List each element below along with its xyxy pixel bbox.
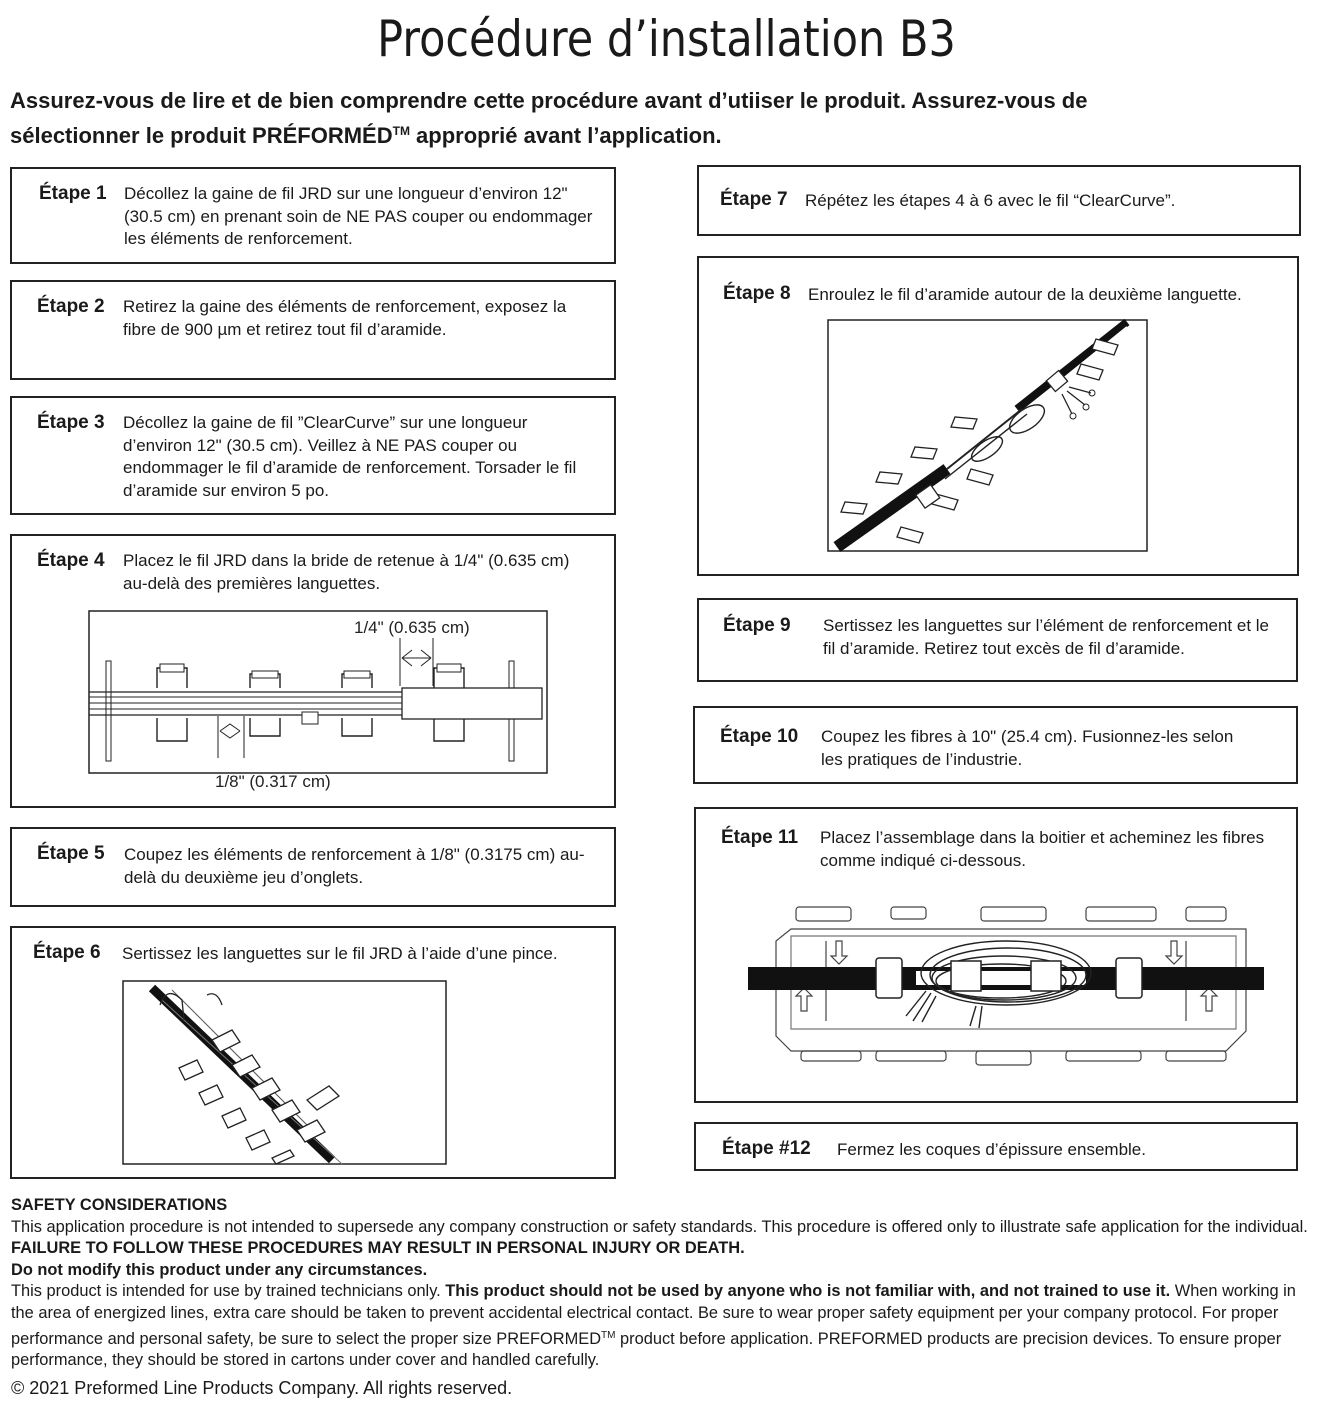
step-9-box xyxy=(697,598,1298,682)
step-11-enclosure-routing-diagram xyxy=(746,901,1266,1071)
step-10-box xyxy=(693,706,1298,784)
step-9-text: Sertissez les languettes sur l’élément de renforcement et le fil d’aramide. Retirez tout excès de fil d’aramide. xyxy=(823,616,1270,658)
step-8-aramid-wrap-illustration xyxy=(827,319,1149,552)
intro-line-1: Assurez-vous de lire et de bien comprendre cette procédure avant d’utiiser le produit. Assurez-vous de xyxy=(10,88,1088,113)
step-2-box xyxy=(10,280,616,380)
step-3-box xyxy=(10,396,616,515)
step-3-label: Étape 3 xyxy=(37,412,105,433)
step-5-text: Coupez les éléments de renforcement à 1/8" (0.3175 cm) au-delà du deuxième jeu d’onglets. xyxy=(124,845,585,887)
step-6-box xyxy=(10,926,616,1179)
step-6-text: Sertissez les languettes sur le fil JRD à l’aide d’une pince. xyxy=(122,944,558,963)
dim-label-quarter-inch: 1/4" (0.635 cm) xyxy=(354,618,470,637)
step-11-box xyxy=(694,807,1298,1103)
step-6-label: Étape 6 xyxy=(33,942,101,963)
step-8-text: Enroulez le fil d’aramide autour de la deuxième languette. xyxy=(808,285,1242,304)
step-10-text: Coupez les fibres à 10" (25.4 cm). Fusionnez-les selon les pratiques de l’industrie. xyxy=(821,727,1234,769)
step-12-text: Fermez les coques d’épissure ensemble. xyxy=(837,1140,1146,1159)
intro-warning xyxy=(10,86,1310,151)
step-7-label: Étape 7 xyxy=(720,189,788,210)
step-1-label: Étape 1 xyxy=(39,183,107,204)
step-11-text: Placez l’assemblage dans la boitier et acheminez les fibres comme indiqué ci-dessous. xyxy=(820,828,1265,870)
step-3-text: Décollez la gaine de fil ”ClearCurve” sur une longueur d’environ 12" (30.5 cm). Veillez à NE PAS couper ou endommager le fil d’aramide de renforcement. Torsader le fil d’aramide sur environ 5 po. xyxy=(123,413,577,500)
step-10-label: Étape 10 xyxy=(720,726,799,747)
step-5-label: Étape 5 xyxy=(37,843,105,864)
step-12-box xyxy=(694,1122,1298,1171)
step-4-label: Étape 4 xyxy=(37,550,105,571)
step-1-text: Décollez la gaine de fil JRD sur une longueur d’environ 12" (30.5 cm) en prenant soin de NE PAS couper ou endommager les éléments de renforcement. xyxy=(124,184,593,248)
intro-line-2: sélectionner le produit PRÉFORMÉD™ approprié avant l’application. xyxy=(10,123,722,148)
step-8-label: Étape 8 xyxy=(723,283,791,304)
step-12-label: Étape #12 xyxy=(722,1138,811,1159)
step-2-label: Étape 2 xyxy=(37,296,105,317)
safety-heading: SAFETY CONSIDERATIONS xyxy=(11,1196,228,1214)
copyright-notice: © 2021 Preformed Line Products Company. All rights reserved. xyxy=(11,1378,513,1398)
step-11-label: Étape 11 xyxy=(721,827,799,848)
step-6-crimp-illustration xyxy=(122,980,448,1166)
safety-considerations xyxy=(11,1195,1321,1372)
step-8-box xyxy=(697,256,1299,576)
dim-label-eighth-inch: 1/8" (0.317 cm) xyxy=(215,772,331,791)
step-4-text: Placez le fil JRD dans la bride de retenue à 1/4" (0.635 cm) au-delà des premières languettes. xyxy=(123,551,570,593)
step-9-label: Étape 9 xyxy=(723,615,791,636)
step-7-box xyxy=(697,165,1301,236)
step-2-text: Retirez la gaine des éléments de renforcement, exposez la fibre de 900 µm et retirez tout fil d’aramide. xyxy=(123,297,567,339)
step-4-clamp-diagram xyxy=(72,596,592,796)
step-1-box xyxy=(10,167,616,264)
step-4-box xyxy=(10,534,616,808)
page-title: Procédure d’installation B3 xyxy=(377,10,956,68)
step-5-box xyxy=(10,827,616,907)
safety-paragraph-1: This application procedure is not intended to supersede any company construction or safety standards. This procedure is offered only to illustrate safe application for the individual. FAILURE TO FOLLOW THESE PROCEDURES MAY RESULT IN PERSONAL INJURY OR DEATH. xyxy=(11,1217,1308,1258)
step-7-text: Répétez les étapes 4 à 6 avec le fil “ClearCurve”. xyxy=(805,191,1176,210)
safety-paragraph-3: This product is intended for use by trained technicians only. This product should not be used by anyone who is not familiar with, and not trained to use it. When working in the area of energized lines, extra care should be taken to prevent accidental electrical contact. Be sure to wear proper safety equipment per your company protocol. For proper performance and personal safety, be sure to select the proper size PREFORMED™ product before application. PREFORMED products are precision devices. To ensure proper performance, they should be stored in cartons under cover and handled carefully. xyxy=(11,1282,1296,1370)
safety-paragraph-2: Do not modify this product under any circumstances. xyxy=(11,1260,428,1279)
